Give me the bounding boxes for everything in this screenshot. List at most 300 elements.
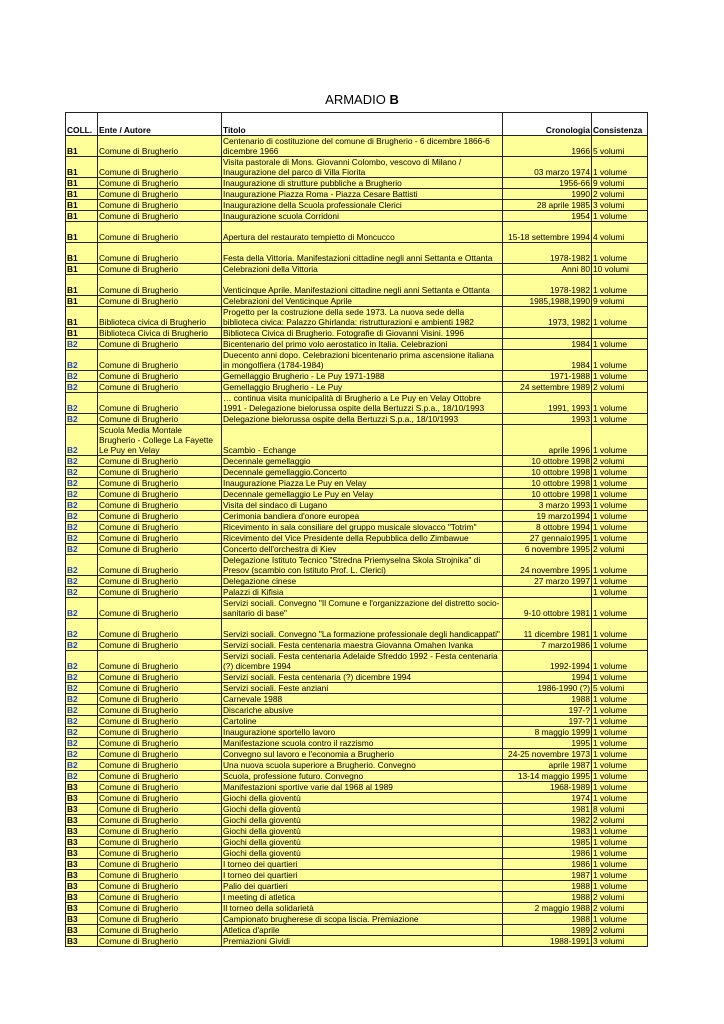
cell-cronologia: 1971-1988 bbox=[503, 371, 592, 382]
cell-ente: Comune di Brugherio bbox=[98, 749, 222, 760]
table-row bbox=[66, 640, 648, 651]
cell-coll: B1 bbox=[66, 211, 98, 222]
cell-ente: Comune di Brugherio bbox=[98, 870, 222, 881]
cell-consistenza: 1 volume bbox=[592, 350, 648, 371]
table-row bbox=[66, 371, 648, 382]
cell-titolo: Centenario di costituzione del comune di Brugherio - 6 dicembre 1866-6 dicembre 1966 bbox=[222, 136, 503, 157]
table-row bbox=[66, 892, 648, 903]
cell-consistenza: 1 volume bbox=[592, 339, 648, 350]
cell-cronologia: 1981 bbox=[503, 804, 592, 815]
cell-titolo: Giochi della gioventù bbox=[222, 848, 503, 859]
cell-consistenza: 1 volume bbox=[592, 859, 648, 870]
cell-ente: Comune di Brugherio bbox=[98, 848, 222, 859]
cell-cronologia: 197-? bbox=[503, 705, 592, 716]
cell-ente: Comune di Brugherio bbox=[98, 382, 222, 393]
cell-coll: B3 bbox=[66, 870, 98, 881]
cell-ente: Comune di Brugherio bbox=[98, 716, 222, 727]
cell-ente: Comune di Brugherio bbox=[98, 694, 222, 705]
table-row bbox=[66, 881, 648, 892]
cell-cronologia: 1988 bbox=[503, 914, 592, 925]
cell-cronologia: 1990 bbox=[503, 189, 592, 200]
cell-cronologia: 19 marzo1994 bbox=[503, 511, 592, 522]
cell-ente: Comune di Brugherio bbox=[98, 222, 222, 243]
cell-coll: B2 bbox=[66, 511, 98, 522]
cell-consistenza: 1 volume bbox=[592, 467, 648, 478]
cell-consistenza: 2 volumi bbox=[592, 544, 648, 555]
cell-cronologia: 24 novembre 1995 bbox=[503, 555, 592, 576]
cell-ente: Comune di Brugherio bbox=[98, 456, 222, 467]
cell-cronologia: 1985 bbox=[503, 837, 592, 848]
cell-consistenza: 3 volumi bbox=[592, 936, 648, 947]
cell-ente: Comune di Brugherio bbox=[98, 793, 222, 804]
cell-coll: B3 bbox=[66, 848, 98, 859]
cell-ente: Comune di Brugherio bbox=[98, 500, 222, 511]
cell-ente: Comune di Brugherio bbox=[98, 296, 222, 307]
cell-ente: Comune di Brugherio bbox=[98, 587, 222, 598]
cell-consistenza: 1 volume bbox=[592, 694, 648, 705]
col-header-cronologia: Cronologia bbox=[503, 113, 592, 136]
cell-consistenza: 1 volume bbox=[592, 522, 648, 533]
cell-titolo: Giochi della gioventù bbox=[222, 804, 503, 815]
cell-titolo: Giochi della gioventù bbox=[222, 837, 503, 848]
cell-coll: B2 bbox=[66, 467, 98, 478]
cell-consistenza: 1 volume bbox=[592, 576, 648, 587]
cell-coll: B2 bbox=[66, 705, 98, 716]
table-row bbox=[66, 793, 648, 804]
cell-consistenza: 1 volume bbox=[592, 511, 648, 522]
cell-cronologia: 3 marzo 1993 bbox=[503, 500, 592, 511]
cell-coll: B2 bbox=[66, 738, 98, 749]
cell-consistenza: 1 volume bbox=[592, 533, 648, 544]
table-row bbox=[66, 414, 648, 425]
cell-coll: B2 bbox=[66, 544, 98, 555]
cell-titolo: Servizi sociali. Convegno "La formazione professionale degli handicappati" bbox=[222, 619, 503, 640]
cell-cronologia: 24 settembre 1989 bbox=[503, 382, 592, 393]
cell-cronologia: 11 dicembre 1981 bbox=[503, 619, 592, 640]
cell-cronologia: 27 marzo 1997 bbox=[503, 576, 592, 587]
cell-titolo: Una nuova scuola superiore a Brugherio. Convegno bbox=[222, 760, 503, 771]
cell-titolo: Gemellaggio Brugherio - Le Puy bbox=[222, 382, 503, 393]
cell-consistenza: 1 volume bbox=[592, 760, 648, 771]
cell-ente: Comune di Brugherio bbox=[98, 738, 222, 749]
table-row bbox=[66, 760, 648, 771]
cell-coll: B1 bbox=[66, 296, 98, 307]
table-row bbox=[66, 672, 648, 683]
cell-coll: B3 bbox=[66, 815, 98, 826]
table-row bbox=[66, 157, 648, 178]
cell-ente: Comune di Brugherio bbox=[98, 371, 222, 382]
cell-titolo: Scuola, professione futuro. Convegno bbox=[222, 771, 503, 782]
cell-coll: B1 bbox=[66, 222, 98, 243]
col-header-titolo: Titolo bbox=[222, 113, 503, 136]
cell-coll: B2 bbox=[66, 478, 98, 489]
cell-coll: B1 bbox=[66, 200, 98, 211]
cell-coll: B2 bbox=[66, 771, 98, 782]
cell-ente: Comune di Brugherio bbox=[98, 903, 222, 914]
table-row bbox=[66, 848, 648, 859]
table-row bbox=[66, 533, 648, 544]
cell-coll: B2 bbox=[66, 489, 98, 500]
cell-consistenza: 2 volumi bbox=[592, 815, 648, 826]
table-row bbox=[66, 264, 648, 275]
cell-consistenza: 2 volumi bbox=[592, 892, 648, 903]
cell-consistenza: 1 volume bbox=[592, 651, 648, 672]
cell-titolo: Inaugurazione sportello lavoro bbox=[222, 727, 503, 738]
table-row bbox=[66, 705, 648, 716]
cell-cronologia: 10 ottobre 1998 bbox=[503, 467, 592, 478]
table-row bbox=[66, 500, 648, 511]
cell-titolo: Cartoline bbox=[222, 716, 503, 727]
cell-titolo: Discariche abusive bbox=[222, 705, 503, 716]
table-row bbox=[66, 478, 648, 489]
cell-titolo: Visita pastorale di Mons. Giovanni Colombo, vescovo di Milano / Inaugurazione del parco di Villa Fiorita bbox=[222, 157, 503, 178]
cell-cronologia: 1986 bbox=[503, 859, 592, 870]
cell-titolo: Gemellaggio Brugherio - Le Puy 1971-1988 bbox=[222, 371, 503, 382]
cell-coll: B1 bbox=[66, 307, 98, 328]
cell-ente: Comune di Brugherio bbox=[98, 826, 222, 837]
cell-coll: B2 bbox=[66, 456, 98, 467]
cell-cronologia: 15-18 settembre 1994 bbox=[503, 222, 592, 243]
cell-cronologia: 1988 bbox=[503, 892, 592, 903]
col-header-ente: Ente / Autore bbox=[98, 113, 222, 136]
cell-cronologia: 1988-1991 bbox=[503, 936, 592, 947]
cell-cronologia: 1995 bbox=[503, 738, 592, 749]
table-row bbox=[66, 804, 648, 815]
table-row bbox=[66, 178, 648, 189]
cell-coll: B3 bbox=[66, 903, 98, 914]
cell-titolo: Delegazione cinese bbox=[222, 576, 503, 587]
table-row bbox=[66, 683, 648, 694]
cell-coll: B3 bbox=[66, 837, 98, 848]
cell-consistenza: 1 volume bbox=[592, 598, 648, 619]
cell-consistenza: 5 volumi bbox=[592, 136, 648, 157]
cell-cronologia: 1988 bbox=[503, 881, 592, 892]
table-row bbox=[66, 826, 648, 837]
cell-titolo: Manifestazioni sportive varie dal 1968 al 1989 bbox=[222, 782, 503, 793]
cell-titolo: Convegno sul lavoro e l'economia a Brugherio bbox=[222, 749, 503, 760]
cell-ente: Comune di Brugherio bbox=[98, 804, 222, 815]
cell-ente: Comune di Brugherio bbox=[98, 576, 222, 587]
cell-ente: Comune di Brugherio bbox=[98, 533, 222, 544]
cell-ente: Comune di Brugherio bbox=[98, 892, 222, 903]
cell-titolo: Cerimonia bandiera d'onore europea bbox=[222, 511, 503, 522]
cell-consistenza: 1 volume bbox=[592, 478, 648, 489]
table-row bbox=[66, 914, 648, 925]
cell-cronologia: 1984 bbox=[503, 339, 592, 350]
cell-titolo: Servizi sociali. Festa centenaria (?) dicembre 1994 bbox=[222, 672, 503, 683]
table-row bbox=[66, 925, 648, 936]
cell-cronologia: 6 novembre 1995 bbox=[503, 544, 592, 555]
cell-consistenza: 4 volumi bbox=[592, 222, 648, 243]
cell-titolo: Inaugurazione scuola Corridoni bbox=[222, 211, 503, 222]
cell-cronologia: 1984 bbox=[503, 350, 592, 371]
cell-coll: B3 bbox=[66, 793, 98, 804]
cell-titolo: Giochi della gioventù bbox=[222, 793, 503, 804]
cell-titolo: Decennale gemellaggio bbox=[222, 456, 503, 467]
cell-consistenza: 1 volume bbox=[592, 738, 648, 749]
table-row bbox=[66, 555, 648, 576]
table-row bbox=[66, 211, 648, 222]
cell-titolo: I torneo dei quartieri bbox=[222, 859, 503, 870]
cell-consistenza: 5 volumi bbox=[592, 683, 648, 694]
cell-coll: B2 bbox=[66, 371, 98, 382]
cell-consistenza: 3 volumi bbox=[592, 200, 648, 211]
cell-consistenza: 9 volumi bbox=[592, 296, 648, 307]
cell-coll: B2 bbox=[66, 760, 98, 771]
table-row bbox=[66, 350, 648, 371]
cell-coll: B1 bbox=[66, 328, 98, 339]
cell-cronologia: 1974 bbox=[503, 793, 592, 804]
cell-consistenza: 1 volume bbox=[592, 914, 648, 925]
cell-coll: B2 bbox=[66, 414, 98, 425]
cell-ente: Comune di Brugherio bbox=[98, 619, 222, 640]
cell-titolo: … continua visita municipalità di Brugherio a Le Puy en Velay Ottobre 1991 - Delegazione bielorussa ospite della Bertuzzi S.p.a., 18/10/1993 bbox=[222, 393, 503, 414]
cell-cronologia: 1993 bbox=[503, 414, 592, 425]
table-row bbox=[66, 619, 648, 640]
page-title bbox=[0, 92, 724, 107]
cell-ente: Comune di Brugherio bbox=[98, 925, 222, 936]
cell-consistenza: 1 volume bbox=[592, 782, 648, 793]
cell-titolo: Servizi sociali. Festa centenaria Adelaide Sfreddo 1992 - Festa centenaria (?) dicembre 1994 bbox=[222, 651, 503, 672]
cell-titolo: Celebrazioni della Vittoria bbox=[222, 264, 503, 275]
cell-ente: Comune di Brugherio bbox=[98, 211, 222, 222]
cell-ente: Comune di Brugherio bbox=[98, 339, 222, 350]
cell-ente: Comune di Brugherio bbox=[98, 771, 222, 782]
cell-coll: B2 bbox=[66, 500, 98, 511]
cell-coll: B3 bbox=[66, 859, 98, 870]
table-row bbox=[66, 296, 648, 307]
cell-titolo: Ricevimento del Vice Presidente della Repubblica dello Zimbawue bbox=[222, 533, 503, 544]
table-row bbox=[66, 393, 648, 414]
table-row bbox=[66, 870, 648, 881]
table-row bbox=[66, 489, 648, 500]
cell-titolo: Atletica d'aprile bbox=[222, 925, 503, 936]
cell-cronologia: 1978-1982 bbox=[503, 243, 592, 264]
cell-cronologia: 10 ottobre 1998 bbox=[503, 478, 592, 489]
table-row bbox=[66, 222, 648, 243]
table-row bbox=[66, 522, 648, 533]
cell-titolo: Inaugurazione della Scuola professionale Clerici bbox=[222, 200, 503, 211]
table-row bbox=[66, 587, 648, 598]
cell-cronologia: 03 marzo 1974 bbox=[503, 157, 592, 178]
cell-coll: B1 bbox=[66, 264, 98, 275]
cell-consistenza: 1 volume bbox=[592, 870, 648, 881]
cell-ente: Comune di Brugherio bbox=[98, 837, 222, 848]
cell-consistenza: 1 volume bbox=[592, 555, 648, 576]
cell-consistenza: 2 volumi bbox=[592, 925, 648, 936]
cell-cronologia bbox=[503, 328, 592, 339]
cell-consistenza: 1 volume bbox=[592, 848, 648, 859]
table-row bbox=[66, 782, 648, 793]
cell-cronologia: 1983 bbox=[503, 826, 592, 837]
cell-coll: B1 bbox=[66, 136, 98, 157]
cell-coll: B1 bbox=[66, 189, 98, 200]
cell-ente: Scuola Media Montale Brugherio - College La Fayette Le Puy en Velay bbox=[98, 425, 222, 456]
cell-titolo: Carnevale 1988 bbox=[222, 694, 503, 705]
cell-coll: B2 bbox=[66, 576, 98, 587]
table-row bbox=[66, 815, 648, 826]
table-row bbox=[66, 339, 648, 350]
table-row bbox=[66, 200, 648, 211]
cell-cronologia: 8 maggio 1999 bbox=[503, 727, 592, 738]
table-row bbox=[66, 859, 648, 870]
table-row bbox=[66, 307, 648, 328]
cell-ente: Comune di Brugherio bbox=[98, 489, 222, 500]
cell-consistenza: 1 volume bbox=[592, 489, 648, 500]
cell-consistenza: 8 volumi bbox=[592, 804, 648, 815]
cell-cronologia: 1986-1990 (?) bbox=[503, 683, 592, 694]
cell-coll: B2 bbox=[66, 716, 98, 727]
cell-consistenza: 1 volume bbox=[592, 749, 648, 760]
cell-coll: B2 bbox=[66, 350, 98, 371]
cell-cronologia: 1973, 1982 bbox=[503, 307, 592, 328]
cell-ente: Comune di Brugherio bbox=[98, 157, 222, 178]
table-row bbox=[66, 771, 648, 782]
cell-titolo: Campionato brugherese di scopa liscia. Premiazione bbox=[222, 914, 503, 925]
cell-coll: B2 bbox=[66, 672, 98, 683]
table-row bbox=[66, 456, 648, 467]
cell-ente: Comune di Brugherio bbox=[98, 640, 222, 651]
cell-coll: B3 bbox=[66, 826, 98, 837]
cell-coll: B3 bbox=[66, 914, 98, 925]
cell-cronologia: 2 maggio 1988 bbox=[503, 903, 592, 914]
cell-consistenza: 1 volume bbox=[592, 619, 648, 640]
cell-coll: B1 bbox=[66, 243, 98, 264]
cell-cronologia: 1991, 1993 bbox=[503, 393, 592, 414]
cell-consistenza: 1 volume bbox=[592, 414, 648, 425]
cell-ente: Biblioteca Civica di Brugherio bbox=[98, 328, 222, 339]
cell-consistenza: 1 volume bbox=[592, 716, 648, 727]
cell-titolo: Premiazioni Gividi bbox=[222, 936, 503, 947]
cell-coll: B2 bbox=[66, 382, 98, 393]
cell-titolo: Festa della Vittoria. Manifestazioni cittadine negli anni Settanta e Ottanta bbox=[222, 243, 503, 264]
cell-cronologia: 1985,1988,1990 bbox=[503, 296, 592, 307]
cell-cronologia: 1978-1982 bbox=[503, 275, 592, 296]
cell-consistenza: 1 volume bbox=[592, 727, 648, 738]
cell-coll: B2 bbox=[66, 425, 98, 456]
table-row bbox=[66, 189, 648, 200]
cell-ente: Comune di Brugherio bbox=[98, 511, 222, 522]
cell-consistenza: 1 volume bbox=[592, 157, 648, 178]
cell-cronologia: Anni 80 bbox=[503, 264, 592, 275]
table-row bbox=[66, 382, 648, 393]
cell-consistenza: 1 volume bbox=[592, 211, 648, 222]
cell-titolo: Inaugurazione Piazza Roma - Piazza Cesare Battisti bbox=[222, 189, 503, 200]
cell-ente: Comune di Brugherio bbox=[98, 414, 222, 425]
cell-consistenza: 1 volume bbox=[592, 793, 648, 804]
cell-titolo: Bicentenario del primo volo aerostatico in Italia. Celebrazioni bbox=[222, 339, 503, 350]
cell-consistenza: 1 volume bbox=[592, 371, 648, 382]
cell-cronologia: aprile 1996 bbox=[503, 425, 592, 456]
table-row bbox=[66, 837, 648, 848]
cell-titolo: Delegazione Istituto Tecnico "Stredna Priemyselna Skola Strojnika" di Presov (scambio con Istituto Prof. L. Clerici) bbox=[222, 555, 503, 576]
cell-cronologia: 7 marzo1986 bbox=[503, 640, 592, 651]
cell-titolo: Giochi della gioventù bbox=[222, 826, 503, 837]
cell-consistenza: 1 volume bbox=[592, 771, 648, 782]
cell-coll: B2 bbox=[66, 727, 98, 738]
table-row bbox=[66, 136, 648, 157]
cell-ente: Comune di Brugherio bbox=[98, 859, 222, 870]
cell-titolo: Visita del sindaco di Lugano bbox=[222, 500, 503, 511]
cell-titolo: Decennale gemellaggio Le Puy en Velay bbox=[222, 489, 503, 500]
cell-coll: B2 bbox=[66, 651, 98, 672]
cell-coll: B2 bbox=[66, 339, 98, 350]
cell-coll: B2 bbox=[66, 555, 98, 576]
cell-coll: B3 bbox=[66, 881, 98, 892]
cell-consistenza: 1 volume bbox=[592, 837, 648, 848]
table-row bbox=[66, 936, 648, 947]
cell-coll: B1 bbox=[66, 157, 98, 178]
cell-coll: B3 bbox=[66, 782, 98, 793]
cell-ente: Comune di Brugherio bbox=[98, 936, 222, 947]
cell-titolo: Giochi della gioventù bbox=[222, 815, 503, 826]
table-row bbox=[66, 544, 648, 555]
cell-cronologia: 1982 bbox=[503, 815, 592, 826]
cell-titolo: Inaugurazione Piazza Le Puy en Velay bbox=[222, 478, 503, 489]
cell-coll: B3 bbox=[66, 936, 98, 947]
cell-ente: Comune di Brugherio bbox=[98, 136, 222, 157]
cell-cronologia: 28 aprile 1985 bbox=[503, 200, 592, 211]
cell-consistenza bbox=[592, 328, 648, 339]
table-row bbox=[66, 328, 648, 339]
cell-titolo: Biblioteca Civica di Brugherio. Fotografie di Giovanni Visini. 1996 bbox=[222, 328, 503, 339]
table-row bbox=[66, 749, 648, 760]
cell-ente: Comune di Brugherio bbox=[98, 705, 222, 716]
table-body bbox=[66, 136, 648, 947]
cell-titolo: Il torneo della solidarietà bbox=[222, 903, 503, 914]
inventory-table bbox=[65, 112, 648, 947]
cell-titolo: Progetto per la costruzione della sede 1973. La nuova sede della biblioteca civica: Palazzo Ghirlanda: ristrutturazioni e ambienti 1982 bbox=[222, 307, 503, 328]
cell-titolo: Decennale gemellaggio.Concerto bbox=[222, 467, 503, 478]
cell-coll: B2 bbox=[66, 393, 98, 414]
cell-consistenza: 1 volume bbox=[592, 393, 648, 414]
cell-cronologia: aprile 1987 bbox=[503, 760, 592, 771]
cell-titolo: Ricevimento in sala consiliare del gruppo musicale slovacco "Totrim" bbox=[222, 522, 503, 533]
cell-ente: Comune di Brugherio bbox=[98, 189, 222, 200]
table-row bbox=[66, 576, 648, 587]
table-row bbox=[66, 598, 648, 619]
cell-ente: Comune di Brugherio bbox=[98, 598, 222, 619]
cell-coll: B2 bbox=[66, 619, 98, 640]
cell-consistenza: 2 volumi bbox=[592, 456, 648, 467]
cell-coll: B2 bbox=[66, 683, 98, 694]
table-row bbox=[66, 425, 648, 456]
cell-consistenza: 10 volumi bbox=[592, 264, 648, 275]
col-header-coll: COLL. bbox=[66, 113, 98, 136]
cell-ente: Comune di Brugherio bbox=[98, 651, 222, 672]
cell-coll: B2 bbox=[66, 587, 98, 598]
cell-consistenza: 1 volume bbox=[592, 243, 648, 264]
table-row bbox=[66, 511, 648, 522]
cell-titolo: Servizi sociali. Convegno "Il Comune e l'organizzazione del distretto socio-sanitario di base" bbox=[222, 598, 503, 619]
cell-coll: B2 bbox=[66, 640, 98, 651]
cell-consistenza: 1 volume bbox=[592, 705, 648, 716]
cell-consistenza: 1 volume bbox=[592, 275, 648, 296]
cell-titolo: Delegazione bielorussa ospite della Bertuzzi S.p.a., 18/10/1993 bbox=[222, 414, 503, 425]
cell-coll: B2 bbox=[66, 598, 98, 619]
cell-consistenza: 1 volume bbox=[592, 307, 648, 328]
cell-titolo: Servizi sociali. Festa centenaria maestra Giovanna Omahen Ivanka bbox=[222, 640, 503, 651]
cell-ente: Comune di Brugherio bbox=[98, 672, 222, 683]
cell-coll: B3 bbox=[66, 892, 98, 903]
cell-consistenza: 2 volumi bbox=[592, 903, 648, 914]
cell-titolo: Inaugurazione di strutture pubbliche a Brugherio bbox=[222, 178, 503, 189]
table-row bbox=[66, 651, 648, 672]
title-prefix: ARMADIO bbox=[325, 92, 390, 107]
cell-cronologia: 27 gennaio1995 bbox=[503, 533, 592, 544]
table-row bbox=[66, 275, 648, 296]
cell-ente: Comune di Brugherio bbox=[98, 467, 222, 478]
